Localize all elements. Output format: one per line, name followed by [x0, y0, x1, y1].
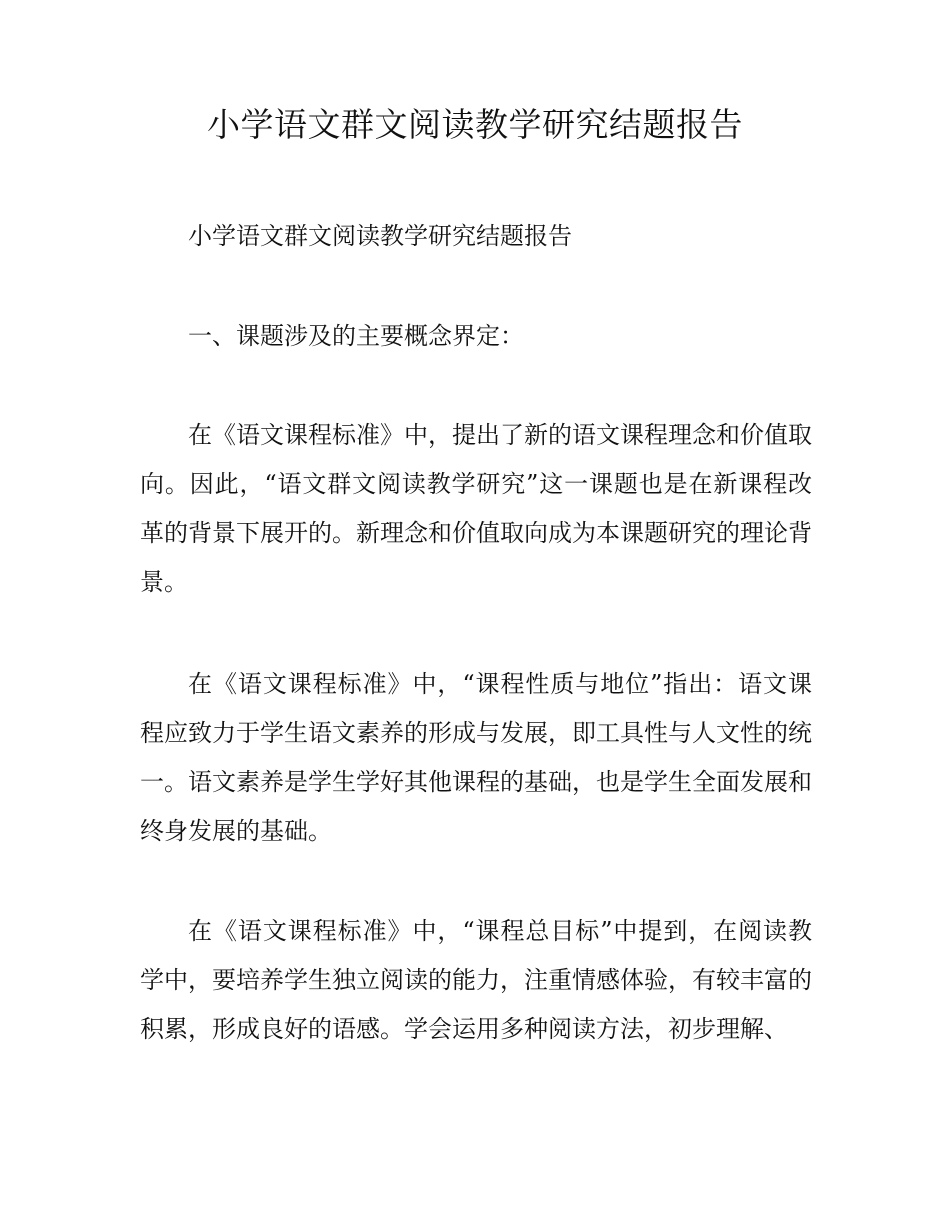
- paragraph-3: 在《语文课程标准》中，“课程总目标”中提到，在阅读教学中，要培养学生独立阅读的能力，注重情感体验，有较丰富的积累，形成良好的语感。学会运用多种阅读方法，初步理解、: [140, 917, 812, 1043]
- section-heading: 一、课题涉及的主要概念界定：: [188, 322, 524, 350]
- paragraph-1: 在《语文课程标准》中，提出了新的语文课程理念和价值取向。因此，“语文群文阅读教学研究”这一课题也是在新课程改革的背景下展开的。新理念和价值取向成为本课题研究的理论背景。: [140, 421, 812, 596]
- document-subtitle: 小学语文群文阅读教学研究结题报告: [188, 222, 572, 250]
- document-title: 小学语文群文阅读教学研究结题报告: [207, 105, 743, 144]
- paragraph-2: 在《语文课程标准》中，“课程性质与地位”指出：语文课程应致力于学生语文素养的形成与发展，即工具性与人文性的统一。语文素养是学生学好其他课程的基础，也是学生全面发展和终身发展的基础。: [140, 670, 812, 845]
